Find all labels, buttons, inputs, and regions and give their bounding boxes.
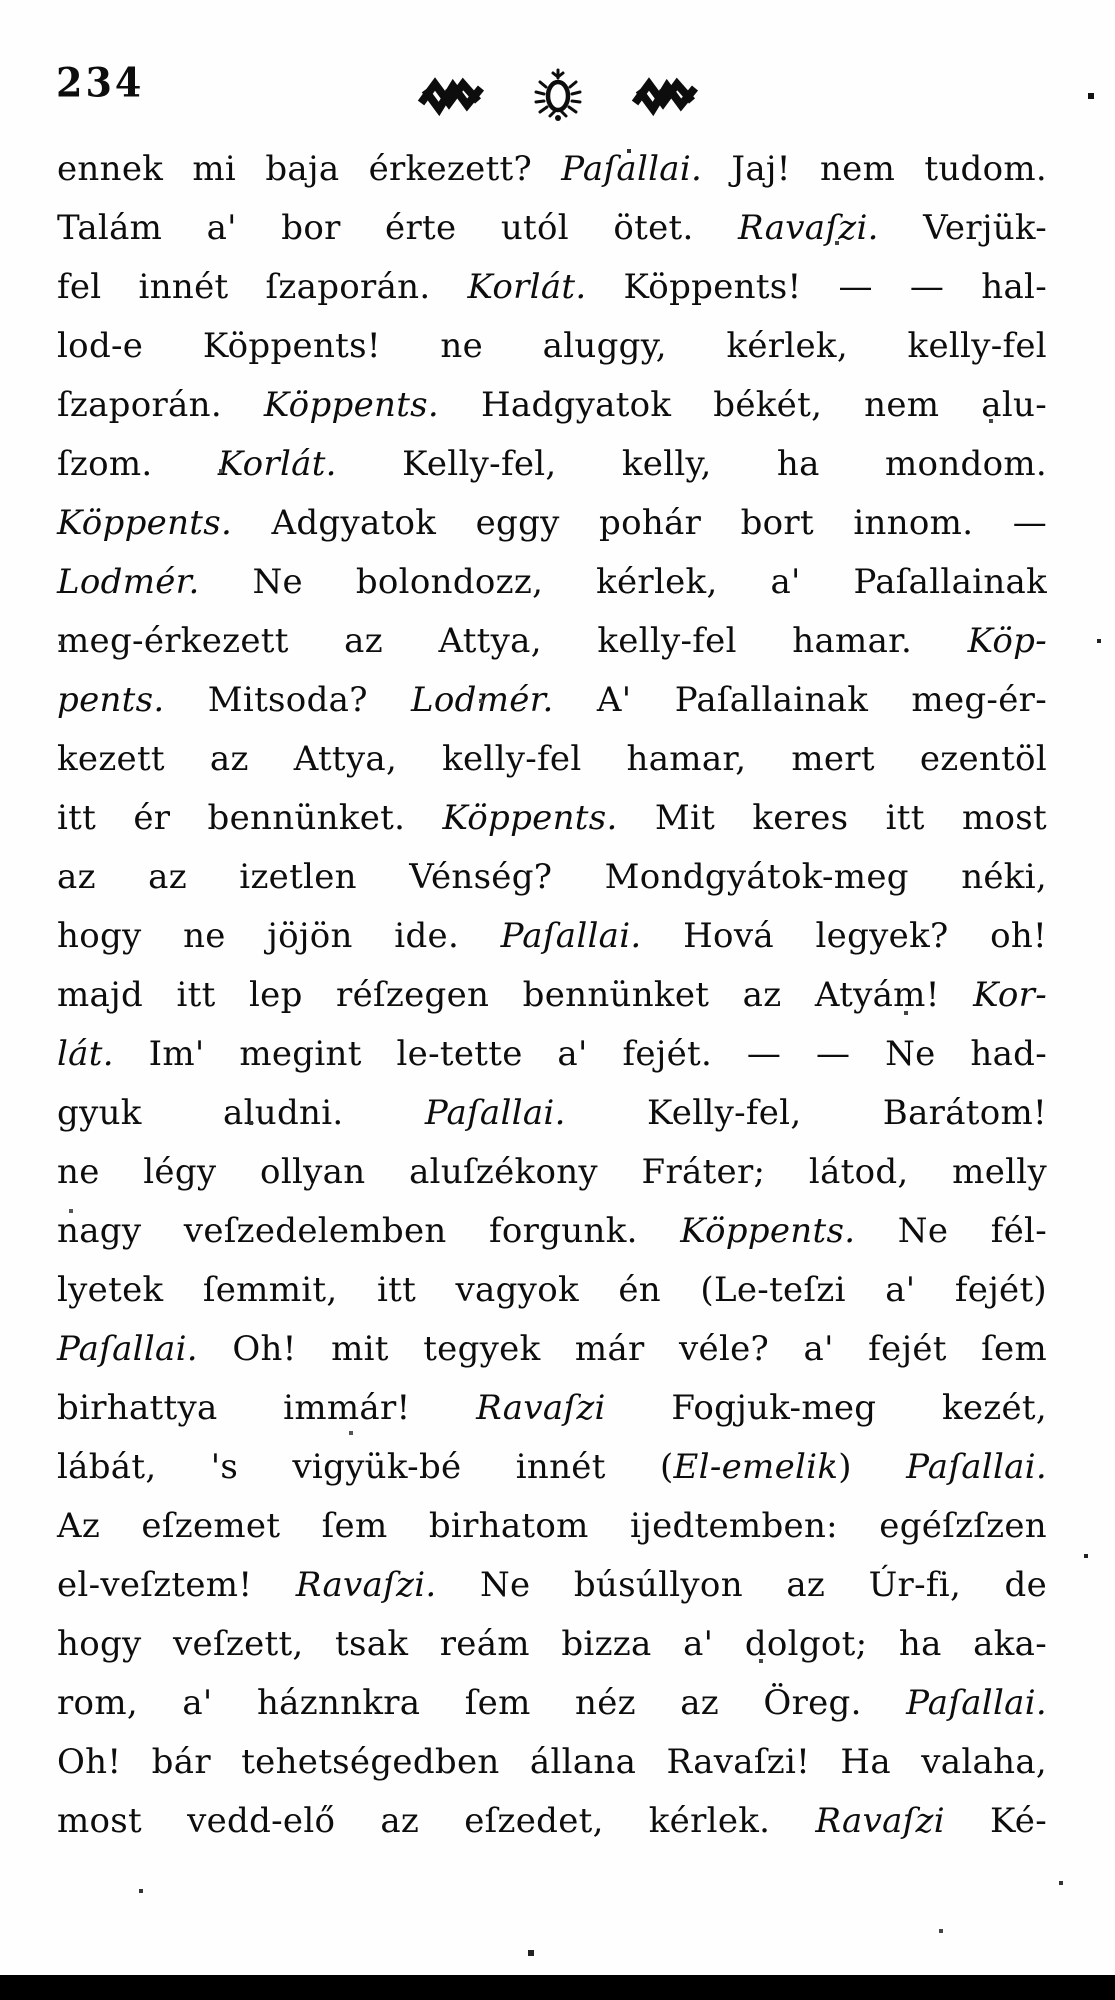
text-segment: Adgyatok eggy pohár bort innom. —: [232, 503, 1047, 543]
text-line: [57, 435, 1047, 494]
italic-text-segment: Ravaſzi.: [295, 1565, 437, 1605]
italic-text-segment: Korlát.: [467, 267, 587, 307]
text-segment: Ne fél-: [855, 1211, 1047, 1251]
text-line: [57, 1202, 1047, 1261]
text-segment: el-veſztem!: [57, 1565, 296, 1605]
text-segment: Az eſzemet ſem birhatom ijedtemben: egéſzſzen: [57, 1506, 1047, 1546]
italic-text-segment: Paſallai.: [906, 1683, 1047, 1723]
text-segment: hogy veſzett, tsak reám bizza a' dolgot; ha aka-: [57, 1624, 1047, 1664]
text-line: [57, 1615, 1047, 1674]
text-line: [57, 730, 1047, 789]
italic-text-segment: Paſallai.: [500, 916, 642, 956]
text-segment: ennek mi baja érkezett?: [57, 149, 562, 189]
text-segment: Im' megint le-tette a' fejét. — — Ne had-: [113, 1034, 1047, 1074]
italic-text-segment: Köppents.: [57, 503, 233, 543]
text-line: [57, 1674, 1047, 1733]
text-line: [57, 317, 1047, 376]
scan-specks: [0, 0, 2, 2]
text-line: [57, 494, 1047, 553]
text-line: [57, 258, 1047, 317]
scan-edge-bottom: [0, 1975, 1115, 2000]
text-segment: Oh! bár tehetségedben állana Ravaſzi! Ha valaha,: [57, 1742, 1047, 1782]
text-segment: meg-érkezett az Attya, kelly-fel hamar.: [57, 621, 968, 661]
text-segment: Ne búsúllyon az Úr-fi, de: [436, 1565, 1047, 1605]
italic-text-segment: Köp-: [967, 621, 1047, 661]
text-segment: Talám a' bor érte utól ötet.: [57, 208, 739, 248]
italic-text-segment: Ravaſzi: [476, 1388, 606, 1428]
text-line: [57, 671, 1047, 730]
text-segment: ſzaporán.: [57, 385, 264, 425]
text-segment: Jaj! nem tudom.: [702, 149, 1048, 189]
text-segment: lod-e Köppents! ne aluggy, kérlek, kelly-fel: [57, 326, 1047, 366]
text-line: [57, 1084, 1047, 1143]
text-line: [57, 612, 1047, 671]
text-line: [57, 553, 1047, 612]
italic-text-segment: Paſallai.: [424, 1093, 566, 1133]
italic-text-segment: Köppents.: [680, 1211, 856, 1251]
text-segment: Ké-: [944, 1801, 1047, 1841]
italic-text-segment: Korlát.: [217, 444, 337, 484]
text-segment: lábát, 's vigyük-bé innét (: [57, 1447, 674, 1487]
italic-text-segment: Paſallai.: [906, 1447, 1047, 1487]
italic-text-segment: Ravaſzi: [815, 1801, 945, 1841]
text-line: [57, 1438, 1047, 1497]
text-segment: Mitsoda?: [164, 680, 412, 720]
italic-text-segment: Köppents.: [442, 798, 618, 838]
text-segment: fel innét ſzaporán.: [57, 267, 468, 307]
text-line: [57, 1556, 1047, 1615]
text-line: [57, 848, 1047, 907]
italic-text-segment: El-emelik: [673, 1447, 839, 1487]
text-line: [57, 1497, 1047, 1556]
italic-text-segment: Lodmér.: [411, 680, 554, 720]
zigzag-ornament: [418, 71, 484, 121]
text-segment: most vedd-elő az eſzedet, kérlek.: [57, 1801, 816, 1841]
text-line: [57, 1261, 1047, 1320]
text-line: [57, 1792, 1047, 1851]
text-line: [57, 1733, 1047, 1792]
text-line: [57, 1143, 1047, 1202]
header-ornaments: [0, 68, 1115, 124]
text-line: [57, 789, 1047, 848]
text-segment: nagy veſzedelemben forgunk.: [57, 1211, 681, 1251]
text-segment: Köppents! — — hal-: [586, 267, 1047, 307]
text-segment: lyetek ſemmit, itt vagyok én (Le-teſzi a' fejét): [57, 1270, 1047, 1310]
text-segment: rom, a' háznnkra ſem néz az Öreg.: [57, 1683, 907, 1723]
text-line: [57, 140, 1047, 199]
text-line: [57, 1320, 1047, 1379]
italic-text-segment: Kor-: [973, 975, 1047, 1015]
text-line: [57, 1379, 1047, 1438]
page-number: 234: [56, 58, 145, 107]
zigzag-ornament: [632, 71, 698, 121]
body-text: [57, 140, 1047, 1851]
text-line: [57, 376, 1047, 435]
text-segment: majd itt lep réſzegen bennünket az Atyám!: [57, 975, 974, 1015]
text-line: [57, 1025, 1047, 1084]
text-segment: Oh! mit tegyek már véle? a' fejét ſem: [197, 1329, 1047, 1369]
text-segment: Fogjuk-meg kezét,: [605, 1388, 1047, 1428]
text-segment: Mit keres itt most: [617, 798, 1047, 838]
text-segment: ſzom.: [57, 444, 218, 484]
text-segment: ): [838, 1447, 907, 1487]
text-segment: Hová legyek? oh!: [641, 916, 1048, 956]
text-segment: gyuk aludni.: [57, 1093, 425, 1133]
text-line: [57, 199, 1047, 258]
floral-wreath-ornament: [532, 68, 584, 124]
italic-text-segment: Köppents.: [263, 385, 440, 425]
text-segment: kezett az Attya, kelly-fel hamar, mert ezentöl: [57, 739, 1047, 779]
text-segment: Hadgyatok békét, nem alu-: [439, 385, 1047, 425]
text-segment: Ne bolondozz, kérlek, a' Paſallainak: [199, 562, 1047, 602]
text-segment: itt ér bennünket.: [57, 798, 443, 838]
italic-text-segment: Paſallai.: [561, 149, 703, 189]
text-segment: ne légy ollyan aluſzékony Fráter; látod, melly: [57, 1152, 1047, 1192]
text-segment: A' Paſallainak meg-ér-: [553, 680, 1047, 720]
italic-text-segment: Ravaſzi.: [738, 208, 879, 248]
italic-text-segment: Paſallai.: [57, 1329, 198, 1369]
italic-text-segment: pents.: [57, 680, 165, 720]
text-line: [57, 907, 1047, 966]
text-segment: az az izetlen Vénség? Mondgyátok-meg néki,: [57, 857, 1047, 897]
text-line: [57, 966, 1047, 1025]
italic-text-segment: lát.: [57, 1034, 114, 1074]
text-segment: Verjük-: [878, 208, 1047, 248]
text-segment: Kelly-fel, kelly, ha mondom.: [336, 444, 1048, 484]
text-segment: birhattya immár!: [57, 1388, 477, 1428]
italic-text-segment: Lodmér.: [57, 562, 200, 602]
text-segment: hogy ne jöjön ide.: [57, 916, 501, 956]
text-segment: Kelly-fel, Barátom!: [565, 1093, 1047, 1133]
